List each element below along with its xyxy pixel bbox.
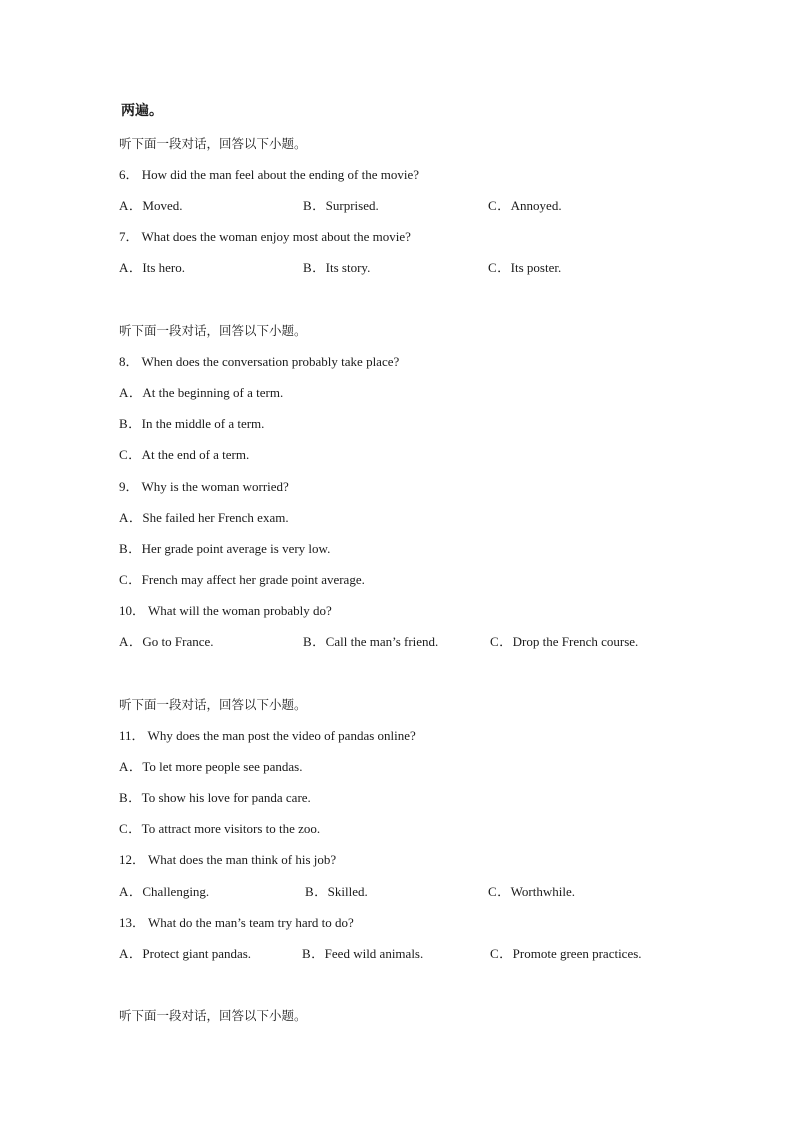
option-b — [303, 198, 379, 214]
option-a — [119, 759, 302, 775]
option-text: Call the man’s friend. — [325, 634, 439, 649]
question-number: 7． — [119, 229, 139, 244]
option-b — [302, 946, 423, 962]
option-letter: B． — [305, 884, 328, 899]
option-text: Challenging. — [142, 884, 210, 899]
option-b — [303, 634, 438, 650]
section-intro: 听下面一段对话，回答以下小题。 — [119, 136, 307, 151]
question-number: 11． — [119, 728, 145, 743]
option-letter: C． — [490, 634, 513, 649]
option-text: Surprised. — [325, 198, 379, 213]
option-text: Its hero. — [142, 260, 185, 275]
option-b — [119, 790, 311, 806]
option-a — [119, 634, 214, 650]
question-text: When does the conversation probably take place? — [141, 354, 400, 369]
question-number: 13． — [119, 915, 146, 930]
option-letter: B． — [119, 541, 142, 556]
option-letter: B． — [303, 260, 326, 275]
question-number: 9． — [119, 479, 139, 494]
option-letter: A． — [119, 884, 143, 899]
question-13 — [119, 915, 354, 931]
question-text: What will the woman probably do? — [148, 603, 332, 618]
option-letter: B． — [302, 946, 325, 961]
option-letter: B． — [303, 198, 326, 213]
question-number: 12． — [119, 852, 146, 867]
option-letter: A． — [119, 260, 143, 275]
option-letter: A． — [119, 385, 143, 400]
option-letter: A． — [119, 634, 143, 649]
option-b — [303, 260, 370, 276]
option-letter: A． — [119, 198, 143, 213]
question-8 — [119, 354, 399, 370]
option-text: Promote green practices. — [512, 946, 642, 961]
option-text: Go to France. — [142, 634, 214, 649]
question-12 — [119, 852, 336, 868]
option-text: She failed her French exam. — [142, 510, 289, 525]
section-heading: 两遍。 — [121, 104, 163, 119]
section-intro: 听下面一段对话，回答以下小题。 — [119, 697, 307, 712]
option-letter: C． — [119, 572, 142, 587]
option-c — [490, 634, 638, 650]
option-a — [119, 260, 185, 276]
option-letter: A． — [119, 759, 143, 774]
question-7 — [119, 229, 411, 245]
option-text: Annoyed. — [510, 198, 562, 213]
section-intro: 听下面一段对话，回答以下小题。 — [119, 1008, 307, 1023]
option-letter: B． — [119, 790, 142, 805]
question-text: Why is the woman worried? — [141, 479, 289, 494]
option-a — [119, 510, 289, 526]
option-c — [119, 572, 365, 588]
option-letter: C． — [488, 884, 511, 899]
option-b — [305, 884, 368, 900]
option-c — [488, 198, 562, 214]
question-11 — [119, 728, 416, 744]
option-text: Worthwhile. — [510, 884, 575, 899]
option-c — [488, 260, 561, 276]
question-text: What does the man think of his job? — [148, 852, 337, 867]
option-letter: C． — [488, 198, 511, 213]
option-text: Its poster. — [510, 260, 562, 275]
option-c — [488, 884, 575, 900]
option-letter: C． — [119, 821, 142, 836]
option-a — [119, 884, 209, 900]
question-number: 8． — [119, 354, 139, 369]
option-a — [119, 198, 182, 214]
option-letter: C． — [490, 946, 513, 961]
option-a — [119, 385, 283, 401]
question-10 — [119, 603, 332, 619]
option-letter: A． — [119, 510, 143, 525]
option-c — [490, 946, 642, 962]
option-text: To let more people see pandas. — [142, 759, 303, 774]
option-letter: B． — [119, 416, 142, 431]
option-text: Protect giant pandas. — [142, 946, 252, 961]
option-c — [119, 447, 249, 463]
option-text: Her grade point average is very low. — [141, 541, 331, 556]
option-text: Drop the French course. — [512, 634, 639, 649]
option-letter: C． — [488, 260, 511, 275]
question-9 — [119, 479, 289, 495]
option-text: Its story. — [325, 260, 371, 275]
option-text: Skilled. — [327, 884, 368, 899]
option-text: In the middle of a term. — [141, 416, 265, 431]
option-text: Moved. — [142, 198, 183, 213]
option-a — [119, 946, 251, 962]
option-letter: C． — [119, 447, 142, 462]
question-number: 10． — [119, 603, 146, 618]
question-number: 6． — [119, 167, 139, 182]
option-letter: B． — [303, 634, 326, 649]
option-b — [119, 541, 330, 557]
option-text: To show his love for panda care. — [141, 790, 311, 805]
question-text: What do the man’s team try hard to do? — [148, 915, 354, 930]
option-text: To attract more visitors to the zoo. — [141, 821, 321, 836]
question-text: What does the woman enjoy most about the movie? — [141, 229, 411, 244]
option-text: At the beginning of a term. — [142, 385, 284, 400]
option-text: Feed wild animals. — [324, 946, 424, 961]
option-b — [119, 416, 264, 432]
question-text: How did the man feel about the ending of the movie? — [141, 167, 420, 182]
question-6 — [119, 167, 419, 183]
section-intro: 听下面一段对话，回答以下小题。 — [119, 323, 307, 338]
question-text: Why does the man post the video of pandas online? — [147, 728, 416, 743]
option-text: At the end of a term. — [141, 447, 250, 462]
option-letter: A． — [119, 946, 143, 961]
option-text: French may affect her grade point average. — [141, 572, 365, 587]
option-c — [119, 821, 320, 837]
